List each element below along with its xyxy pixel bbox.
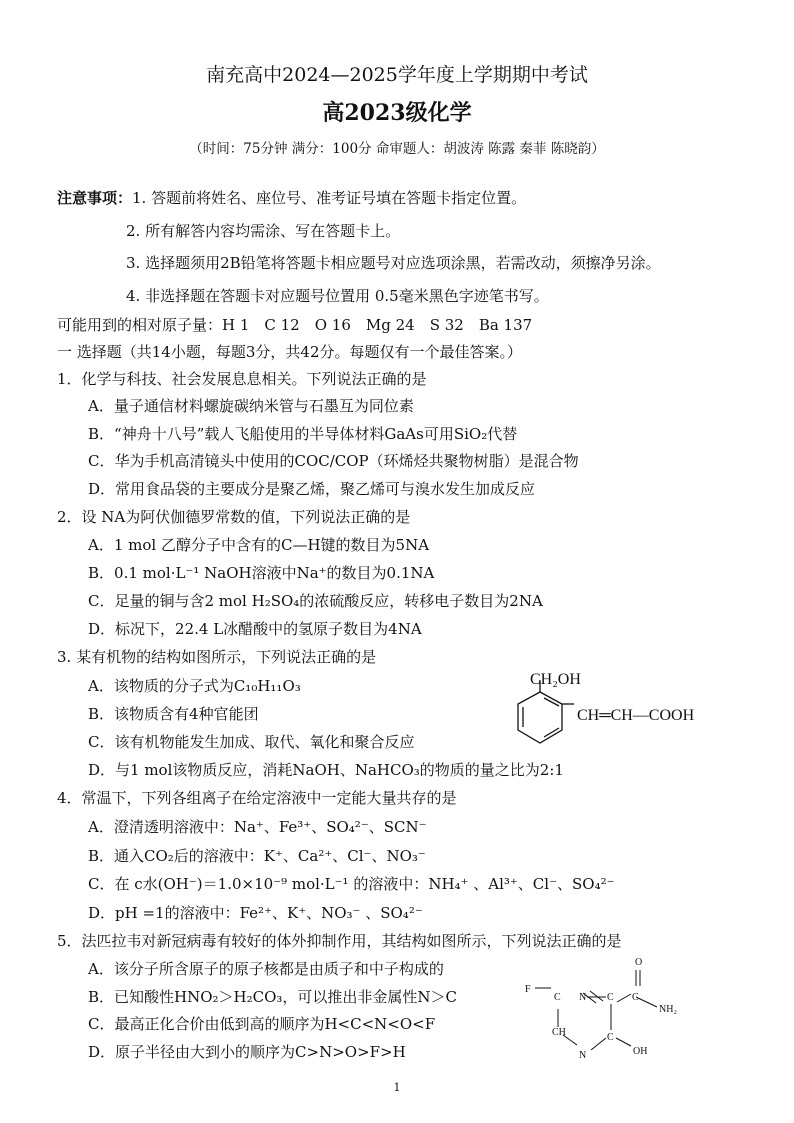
cinnamic-acid-structure	[510, 664, 750, 760]
c6-label: C	[554, 992, 561, 1003]
c2-label: C	[607, 992, 614, 1003]
option-c: C．足量的铜与含2 mol H₂SO₄的浓硫酸反应，转移电子数目为2NA	[88, 592, 543, 610]
option-c: C．该有机物能发生加成、取代、氧化和聚合反应	[88, 733, 415, 751]
fluorine-label: F	[525, 984, 531, 995]
amide-c-label: C	[632, 992, 639, 1003]
option-d: D．与1 mol该物质反应，消耗NaOH、NaHCO₃的物质的量之比为2:1	[88, 761, 564, 779]
c3-label: C	[607, 1032, 614, 1043]
favipiravir-structure	[515, 952, 700, 1062]
option-b: B．该物质含有4种官能团	[88, 705, 259, 723]
note-item: 4. 非选择题在答题卡对应题号位置用 0.5毫米黑色字迹笔书写。	[126, 287, 549, 305]
question-stem: 2．设 NA为阿伏伽德罗常数的值，下列说法正确的是	[57, 508, 411, 526]
option-d: D．常用食品袋的主要成分是聚乙烯，聚乙烯可与溴水发生加成反应	[88, 480, 536, 498]
option-c: C．在 c水(OH⁻)＝1.0×10⁻⁹ mol·L⁻¹ 的溶液中：NH₄⁺ 、Al³⁺、Cl⁻、SO₄²⁻	[88, 875, 615, 893]
ch-label: CH	[552, 1027, 566, 1038]
side-chain-label: CH═CH—COOH	[577, 707, 695, 724]
note-item: 2. 所有解答内容均需涂、写在答题卡上。	[126, 222, 401, 240]
option-a: A．该物质的分子式为C₁₀H₁₁O₃	[88, 677, 301, 695]
carbonyl-o-label: O	[635, 957, 643, 968]
question-stem: 4．常温下，下列各组离子在给定溶液中一定能大量共存的是	[57, 789, 457, 807]
option-b: B．通入CO₂后的溶液中：K⁺、Ca²⁺、Cl⁻、NO₃⁻	[88, 847, 426, 865]
note-item: 3. 选择题须用2B铅笔将答题卡相应题号对应选项涂黑，若需改动，须擦净另涂。	[126, 254, 661, 272]
atomic-masses: 可能用到的相对原子量：H 1 C 12 O 16 Mg 24 S 32 Ba 137	[57, 316, 533, 334]
section-heading: 一 选择题（共14小题，每题3分，共42分。每题仅有一个最佳答案。）	[57, 343, 522, 361]
option-c: C．最高正化合价由低到高的顺序为H<C<N<O<F	[88, 1015, 436, 1033]
option-a: A．澄清透明溶液中：Na⁺、Fe³⁺、SO₄²⁻、SCN⁻	[88, 818, 427, 836]
ch2oh-label: CH₂OH	[530, 671, 581, 688]
option-a: A．量子通信材料螺旋碳纳米管与石墨互为同位素	[88, 397, 414, 415]
option-b: B．0.1 mol·L⁻¹ NaOH溶液中Na⁺的数目为0.1NA	[88, 564, 435, 582]
question-stem: 3. 某有机物的结构如图所示，下列说法正确的是	[57, 648, 377, 666]
option-a: A．该分子所含原子的原子核都是由质子和中子构成的	[88, 960, 444, 978]
option-a: A．1 mol 乙醇分子中含有的C—H键的数目为5NA	[88, 536, 430, 554]
exam-title: 南充高中2024—2025学年度上学期期中考试	[206, 64, 588, 86]
notes-label: 注意事项：	[57, 189, 133, 207]
exam-subtitle: 高2023级化学	[322, 100, 472, 126]
oh-label: OH	[633, 1046, 648, 1057]
exam-meta: （时间：75分钟 满分：100分 命审题人：胡波涛 陈露 秦菲 陈晓韵）	[189, 141, 605, 157]
page-number: 1	[393, 1081, 401, 1094]
question-stem: 1．化学与科技、社会发展息息相关。下列说法正确的是	[57, 370, 427, 388]
option-b: B．“神舟十八号”载人飞船使用的半导体材料GaAs可用SiO₂代替	[88, 425, 518, 443]
option-d: D．标况下，22.4 L冰醋酸中的氢原子数目为4NA	[88, 620, 422, 638]
n4-label: N	[579, 1050, 587, 1061]
nh2-label: NH₂	[659, 1004, 677, 1015]
option-c: C．华为手机高清镜头中使用的COC/COP（环烯烃共聚物树脂）是混合物	[88, 452, 579, 470]
option-d: D．pH =1的溶液中：Fe²⁺、K⁺、NO₃⁻ 、SO₄²⁻	[88, 904, 423, 922]
option-b: B．已知酸性HNO₂＞H₂CO₃，可以推出非金属性N＞C	[88, 988, 458, 1006]
n1-label: N	[579, 992, 587, 1003]
notes-block	[57, 188, 526, 208]
question-stem: 5．法匹拉韦对新冠病毒有较好的体外抑制作用，其结构如图所示，下列说法正确的是	[57, 932, 622, 950]
note-item: 1. 答题前将姓名、座位号、准考证号填在答题卡指定位置。	[132, 189, 527, 207]
option-d: D．原子半径由大到小的顺序为C>N>O>F>H	[88, 1043, 406, 1061]
